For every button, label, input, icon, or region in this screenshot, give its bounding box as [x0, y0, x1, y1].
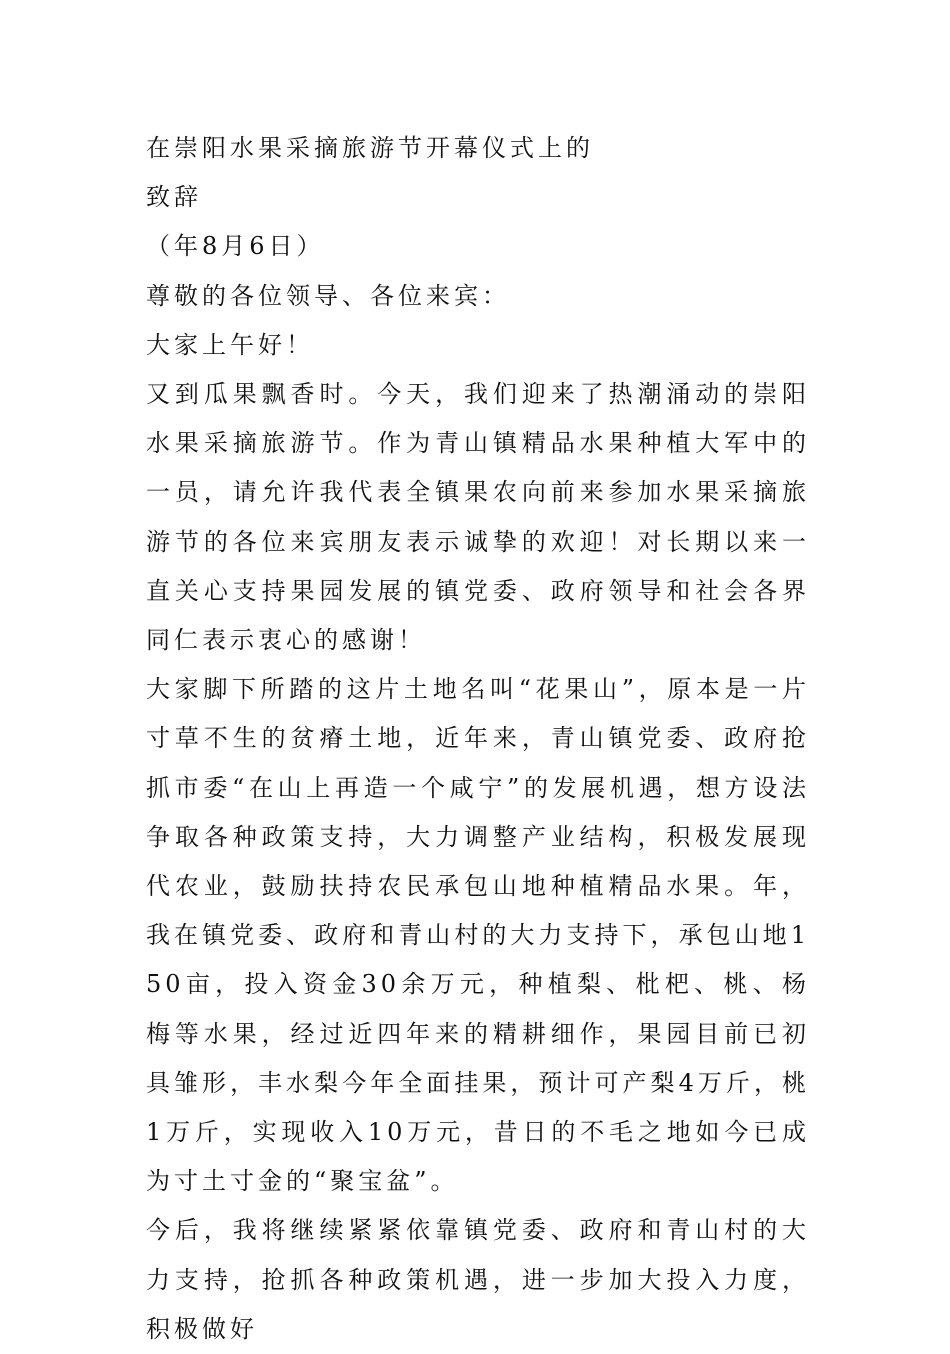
greeting: 大家上午好！ [146, 330, 314, 359]
document-title-line-2: 致辞 [146, 183, 202, 212]
paragraph-3: 今后，我将继续紧紧依靠镇党委、政府和青山村的大力支持，抢抓各种政策机遇，进一步加大投入力度，积极做好 [146, 1216, 810, 1343]
paragraph-1: 又到瓜果飘香时。今天，我们迎来了热潮涌动的崇阳水果采摘旅游节。作为青山镇精品水果种植大军中的一员，请允许我代表全镇果农向前来参加水果采摘旅游节的各位来宾朋友表示诚挚的欢迎！对长期以来一直关心支持果园发展的镇党委、政府领导和社会各界同仁表示衷心的感谢！ [146, 380, 810, 655]
document-title-line-1: 在崇阳水果采摘旅游节开幕仪式上的 [146, 134, 594, 162]
salutation: 尊敬的各位领导、各位来宾： [146, 281, 510, 310]
document-body [146, 124, 810, 1354]
paragraph-2: 大家脚下所踏的这片土地名叫“花果山”，原本是一片寸草不生的贫瘠土地，近年来，青山镇党委、政府抢抓市委“在山上再造一个咸宁”的发展机遇，想方设法争取各种政策支持，大力调整产业结构，积极发展现代农业，鼓励扶持农民承包山地种植精品水果。年，我在镇党委、政府和青山村的大力支持下，承包山地150亩，投入资金30余万元，种植梨、枇杷、桃、杨梅等水果，经过近四年来的精耕细作，果园目前已初具雏形，丰水梨今年全面挂果，预计可产梨4万斤，桃1万斤，实现收入10万元，昔日的不毛之地如今已成为寸土寸金的“聚宝盆”。 [146, 675, 810, 1196]
document-date: （年8月6日） [146, 232, 325, 261]
